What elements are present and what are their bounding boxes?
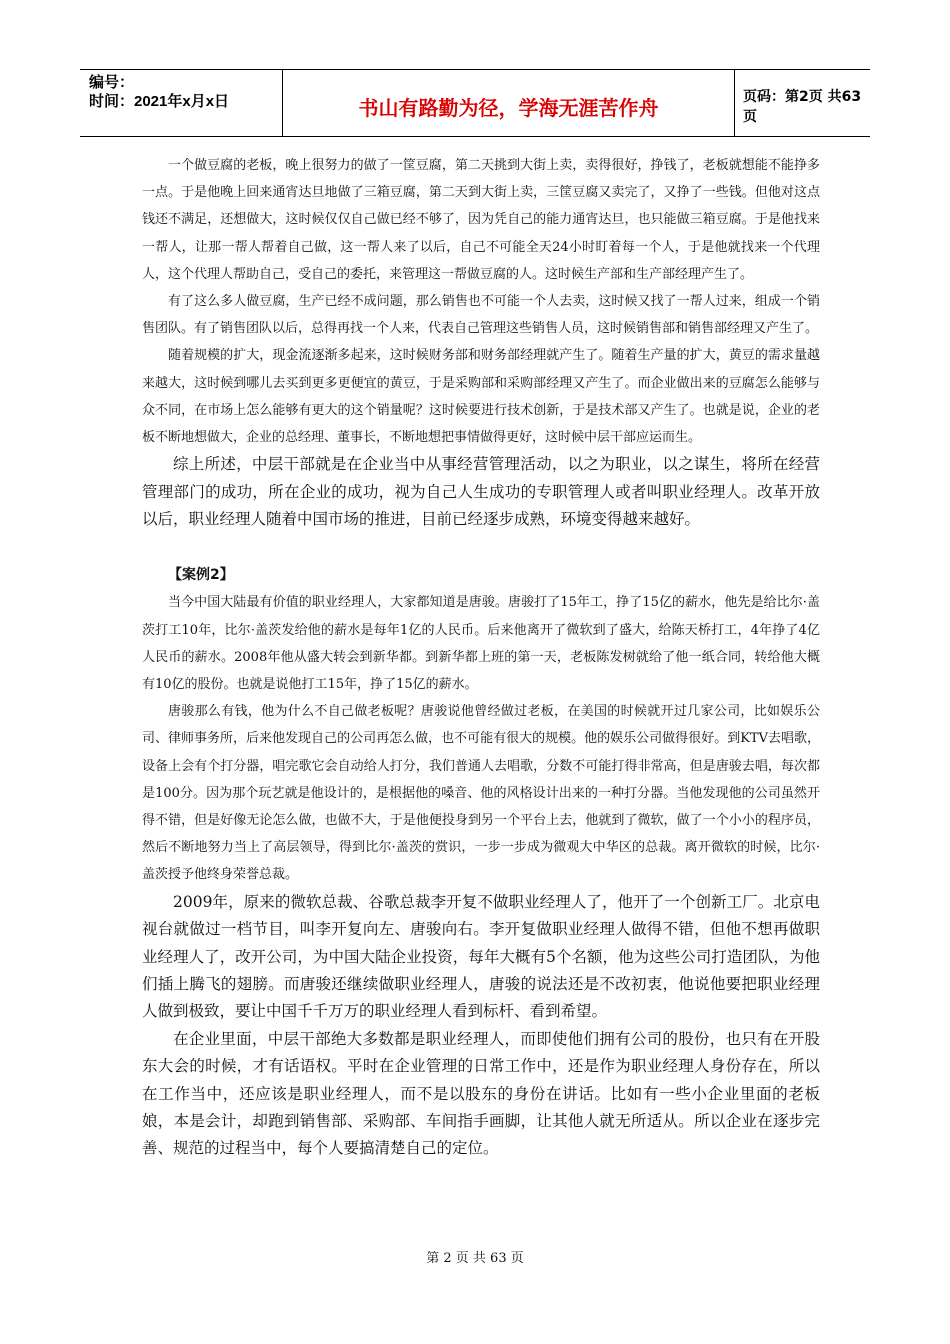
time-label: 时间：2021年x月x日 [89,93,230,110]
paragraph-7: 2009年，原来的微软总裁、谷歌总裁李开复不做职业经理人了，他开了一个创新工厂。北京电视台就做过一档节目，叫李开复向左、唐骏向右。李开复做职业经理人做得不错，但他不想再做职业经理人了，改开公司，为中国大陆企业投资，每年大概有5个名额，他为这些公司打造团队，为他们插上腾飞的翅膀。而唐骏还继续做职业经理人，唐骏的说法还是不改初衷，他说他要把职业经理人做到极致，要让中国千千万万的职业经理人看到标杆、看到希望。 [142,892,820,1021]
number-label: 编号： [89,74,135,91]
header-motto: 书山有路勤为径，学海无涯苦作舟 [283,70,735,136]
paragraph-2: 有了这么多人做豆腐，生产已经不成问题，那么销售也不可能一个人去卖，这时候又找了一帮人过来，组成一个销售团队。有了销售团队以后，总得再找一个人来，代表自己管理这些销售人员，这时候销售部和销售部经理又产生了。 [142,294,820,337]
header-meta [80,70,283,136]
page-footer: 第 2 页 共 63 页 [426,1251,524,1266]
paragraph-4: 综上所述，中层干部就是在企业当中从事经营管理活动，以之为职业，以之谋生，将所在经营管理部门的成功，所在企业的成功，视为自己人生成功的专职管理人或者叫职业经理人。改革开放以后，职业经理人随着中国市场的推进，目前已经逐步成熟，环境变得越来越好。 [142,455,820,529]
header-table [80,69,870,137]
paragraph-1: 一个做豆腐的老板，晚上很努力的做了一筐豆腐，第二天挑到大街上卖，卖得很好，挣钱了，老板就想能不能挣多一点。于是他晚上回来通宵达旦地做了三箱豆腐，第二天到大街上卖，三筐豆腐又卖完了，又挣了一些钱。但他对这点钱还不满足，还想做大，这时候仅仅自己做已经不够了，因为凭自己的能力通宵达旦，也只能做三箱豆腐。于是他找来一帮人，让那一帮人帮着自己做，这一帮人来了以后，自己不可能全天24小时盯着每一个人，于是他就找来一个代理人，这个代理人帮助自己，受自己的委托，来管理这一帮做豆腐的人。这时候生产部和生产部经理产生了。 [142,158,820,282]
case-heading: 【案例2】 [168,567,234,584]
header-page-info: 页码：第2页 共63页 [743,89,862,125]
paragraph-6: 唐骏那么有钱，他为什么不自己做老板呢？唐骏说他曾经做过老板，在美国的时候就开过几家公司，比如娱乐公司、律师事务所，后来他发现自己的公司再怎么做，也不可能有很大的规模。他的娱乐公司做得很好。到KTV去唱歌，设备上会有个打分器，唱完歌它会自动给人打分，我们普通人去唱歌，分数不可能打得非常高，但是唐骏去唱，每次都是100分。因为那个玩艺就是他设计的，是根据他的嗓音、他的风格设计出来的一种打分器。当他发现他的公司虽然开得不错，但是好像无论怎么做，也做不大，于是他便投身到另一个平台上去，他就到了微软，做了一个小小的程序员，然后不断地努力当上了高层领导，得到比尔·盖茨的赏识，一步一步成为微观大中华区的总裁。离开微软的时候，比尔·盖茨授予他终身荣誉总裁。 [142,704,820,883]
paragraph-5: 当今中国大陆最有价值的职业经理人，大家都知道是唐骏。唐骏打了15年工，挣了15亿的薪水，他先是给比尔·盖茨打工10年，比尔·盖茨发给他的薪水是每年1亿的人民币。后来他离开了微软到了盛大，给陈天桥打工，4年挣了4亿人民币的薪水。2008年他从盛大转会到新华都。到新华都上班的第一天，老板陈发树就给了他一纸合同，转给他大概有10亿的股份。也就是说他打工15年，挣了15亿的薪水。 [142,595,820,693]
paragraph-8: 在企业里面，中层干部绝大多数都是职业经理人，而即使他们拥有公司的股份，也只有在开股东大会的时候，才有话语权。平时在企业管理的日常工作中，还是作为职业经理人身份存在，所以在工作当中，还应该是职业经理人，而不是以股东的身份在讲话。比如有一些小企业里面的老板娘，本是会计，却跑到销售部、采购部、车间指手画脚，让其他人就无所适从。所以企业在逐步完善、规范的过程当中，每个人要搞清楚自己的定位。 [142,1029,820,1158]
paragraph-3: 随着规模的扩大，现金流逐渐多起来，这时候财务部和财务部经理就产生了。随着生产量的扩大，黄豆的需求量越来越大，这时候到哪儿去买到更多更便宜的黄豆，于是采购部和采购部经理又产生了。而企业做出来的豆腐怎么能够与众不同，在市场上怎么能够有更大的这个销量呢？这时候要进行技术创新，于是技术部又产生了。也就是说，企业的老板不断地想做大，企业的总经理、董事长，不断地想把事情做得更好，这时候中层干部应运而生。 [142,348,820,446]
document-body [142,152,820,1163]
